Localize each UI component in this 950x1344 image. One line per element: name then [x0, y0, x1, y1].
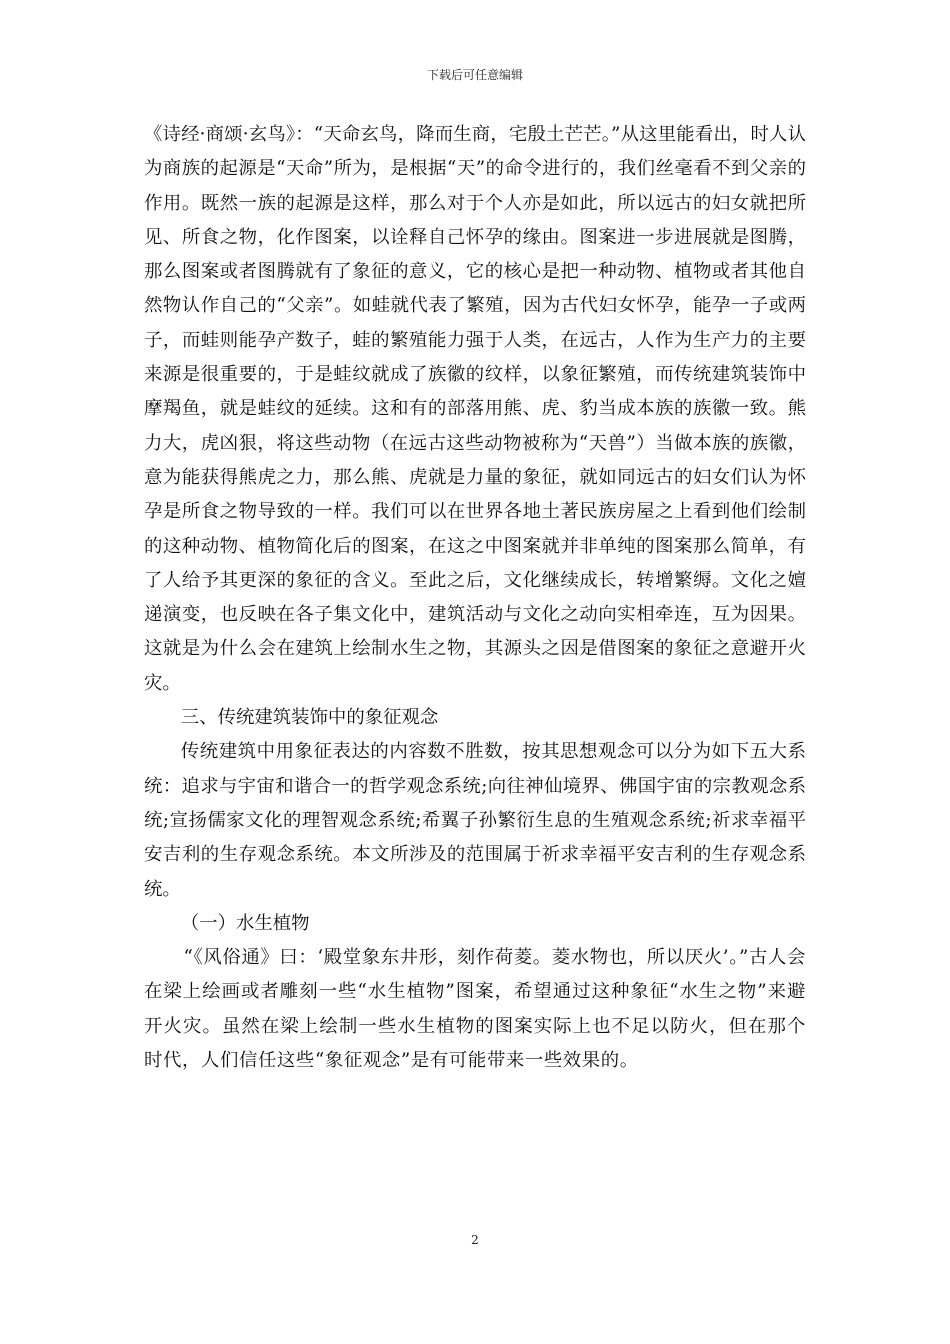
page-number: 2: [471, 1233, 479, 1247]
page-header: 下载后可任意编辑: [426, 68, 523, 82]
document-body: [144, 118, 806, 1078]
paragraph-fengsutong-quote: “《风俗通》曰：‘殿堂象东井形，刻作荷菱。菱水物也，所以厌火’。”古人会在梁上绘画或者雕刻一些“水生植物”图案，希望通过这种象征“水生之物”来避开火灾。虽然在梁上绘制一些水生植物的图案实际上也不足以防火，但在那个时代，人们信任这些“象征观念”是有可能带来一些效果的。: [144, 947, 806, 1072]
paragraph-shijing-origin: 《诗经·商颂·玄鸟》：“天命玄鸟，降而生商，宅殷土芒芒。”从这里能看出，时人认为商族的起源是“天命”所为，是根据“天”的命令进行的，我们丝毫看不到父亲的作用。既然一族的起源是这样，那么对于个人亦是如此，所以远古的妇女就把所见、所食之物，化作图案，以诠释自己怀孕的缘由。图案进一步进展就是图腾，那么图案或者图腾就有了象征的意义，它的核心是把一种动物、植物或者其他自然物认作自己的“父亲”。如蛙就代表了繁殖，因为古代妇女怀孕，能孕一子或两子，而蛙则能孕产数子，蛙的繁殖能力强于人类，在远古，人作为生产力的主要来源是很重要的，于是蛙纹就成了族徽的纹样，以象征繁殖，而传统建筑装饰中摩羯鱼，就是蛙纹的延续。这和有的部落用熊、虎、豹当成本族的族徽一致。熊力大，虎凶狠，将这些动物（在远古这些动物被称为“天兽”）当做本族的族徽，意为能获得熊虎之力，那么熊、虎就是力量的象征，就如同远古的妇女们认为怀孕是所食之物导致的一样。我们可以在世界各地土著民族房屋之上看到他们绘制的这种动物、植物简化后的图案，在这之中图案就并非单纯的图案那么简单，有了人给予其更深的象征的含义。至此之后，文化继续成长，转增繁缛。文化之嬗递演变，也反映在各子集文化中，建筑活动与文化之动向实相牵连，互为因果。这就是为什么会在建筑上绘制水生之物，其源头之因是借图案的象征之意避开火灾。: [144, 124, 806, 694]
paragraph-five-systems: 传统建筑中用象征表达的内容数不胜数，按其思想观念可以分为如下五大系统：追求与宇宙和谐合一的哲学观念系统;向往神仙境界、佛国宇宙的宗教观念系统;宣扬儒家文化的理智观念系统;希翼子孙繁衍生息的生殖观念系统;祈求幸福平安吉利的生存观念系统。本文所涉及的范围属于祈求幸福平安吉利的生存观念系统。: [144, 741, 806, 900]
subsection-heading-aquatic-plants: （一）水生植物: [180, 912, 310, 934]
section-heading-symbolism: 三、传统建筑装饰中的象征观念: [180, 707, 439, 729]
